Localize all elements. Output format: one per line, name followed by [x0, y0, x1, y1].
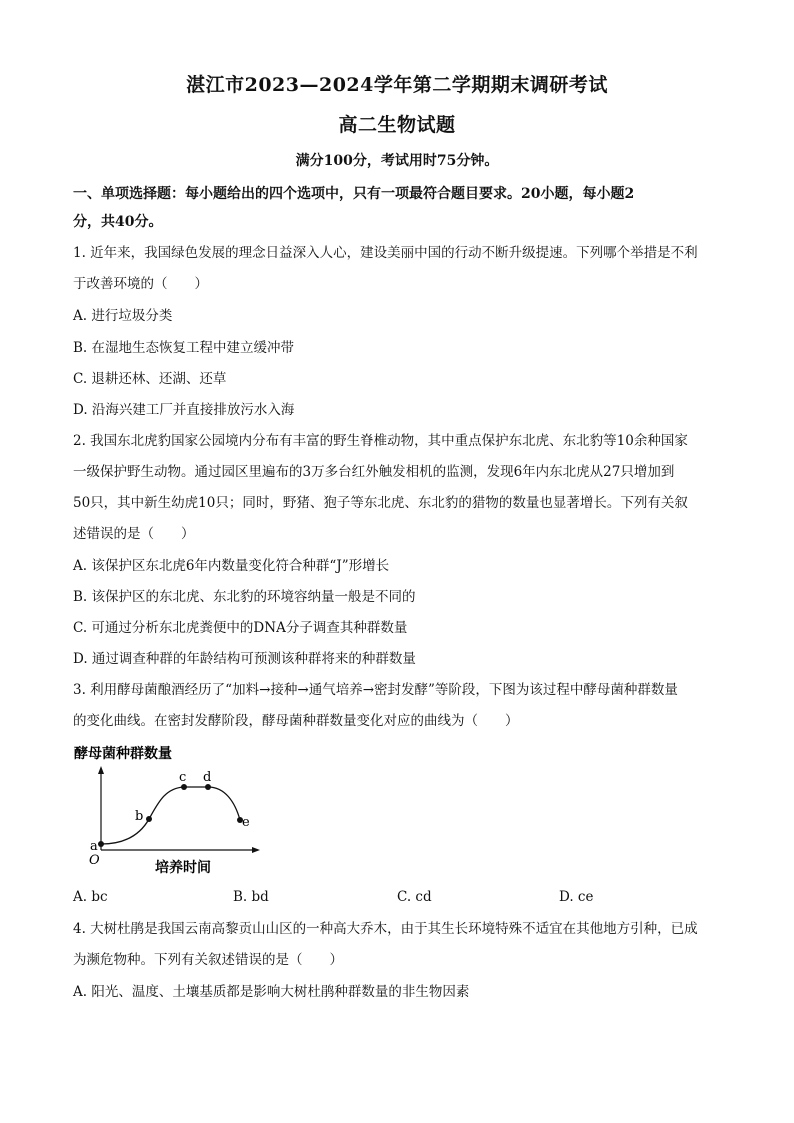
score-info: 满分100分，考试用时75分钟。 [295, 153, 499, 169]
q3-option-a: A. bc [73, 889, 108, 905]
q1-option-c: C. 退耕还林、还湖、还草 [73, 371, 227, 387]
label-d: d [203, 770, 212, 785]
q2-stem-line3: 50只，其中新生幼虎10只；同时，野猪、狍子等东北虎、东北豹的猎物的数量也显著增长。下列有关叙 [73, 495, 688, 511]
q3-option-c: C. cd [397, 889, 432, 905]
q2-stem-line2: 一级保护野生动物。通过园区里遍布的3万多台红外触发相机的监测，发现6年内东北虎从27只增加到 [73, 464, 675, 480]
x-axis-arrow [252, 847, 260, 853]
q3-stem-line2: 的变化曲线。在密封发酵阶段，酵母菌种群数量变化对应的曲线为（ ） [73, 713, 519, 729]
point-b [146, 816, 152, 822]
q1-option-a: A. 进行垃圾分类 [73, 308, 173, 324]
y-axis-arrow [98, 766, 104, 774]
q3-option-d: D. ce [559, 889, 594, 905]
q1-stem-line1: 1. 近年来，我国绿色发展的理念日益深入人心，建设美丽中国的行动不断升级提速。下列哪个举措是不利 [73, 245, 698, 261]
exam-subtitle: 高二生物试题 [338, 114, 456, 136]
q3-options [73, 889, 723, 909]
q1-option-b: B. 在湿地生态恢复工程中建立缓冲带 [73, 340, 295, 356]
label-c: c [179, 770, 187, 785]
q2-option-a: A. 该保护区东北虎6年内数量变化符合种群“J”形增长 [73, 558, 390, 574]
q4-stem-line1: 4. 大树杜鹃是我国云南高黎贡山山区的一种高大乔木，由于其生长环境特殊不适宜在其他地方引种，已成 [73, 921, 698, 937]
label-a: a [90, 839, 98, 854]
point-a [98, 841, 104, 847]
label-b: b [135, 809, 144, 824]
q2-option-c: C. 可通过分析东北虎粪便中的DNA分子调查其种群数量 [73, 620, 408, 636]
q3-option-b: B. bd [233, 889, 269, 905]
q2-stem-line4: 述错误的是（ ） [73, 526, 195, 542]
label-e: e [242, 815, 250, 830]
q2-option-b: B. 该保护区的东北虎、东北豹的环境容纳量一般是不同的 [73, 589, 416, 605]
q4-option-a: A. 阳光、温度、土壤基质都是影响大树杜鹃种群数量的非生物因素 [73, 984, 470, 1000]
q3-stem-line1: 3. 利用酵母菌酿酒经历了“加料→接种→通气培养→密封发酵”等阶段，下图为该过程中酵母菌种群数量 [73, 682, 678, 698]
q4-stem-line2: 为濒危物种。下列有关叙述错误的是（ ） [73, 952, 343, 968]
origin-label: O [89, 853, 100, 868]
yeast-growth-curve-figure [70, 740, 280, 880]
section-heading-line2: 分，共40分。 [73, 214, 163, 230]
figure-xlabel: 培养时间 [155, 860, 211, 876]
q2-option-d: D. 通过调查种群的年龄结构可预测该种群将来的种群数量 [73, 651, 416, 667]
q2-stem-line1: 2. 我国东北虎豹国家公园境内分布有丰富的野生脊椎动物，其中重点保护东北虎、东北豹等10余种国家 [73, 433, 688, 449]
exam-title: 湛江市2023—2024学年第二学期期末调研考试 [186, 74, 608, 96]
growth-curve [101, 787, 240, 844]
figure-ylabel: 酵母菌种群数量 [74, 746, 172, 762]
q1-stem-line2: 于改善环境的（ ） [73, 276, 208, 292]
section-heading-line1: 一、单项选择题：每小题给出的四个选项中，只有一项最符合题目要求。20小题，每小题2 [73, 186, 635, 202]
q1-option-d: D. 沿海兴建工厂并直接排放污水入海 [73, 402, 295, 418]
